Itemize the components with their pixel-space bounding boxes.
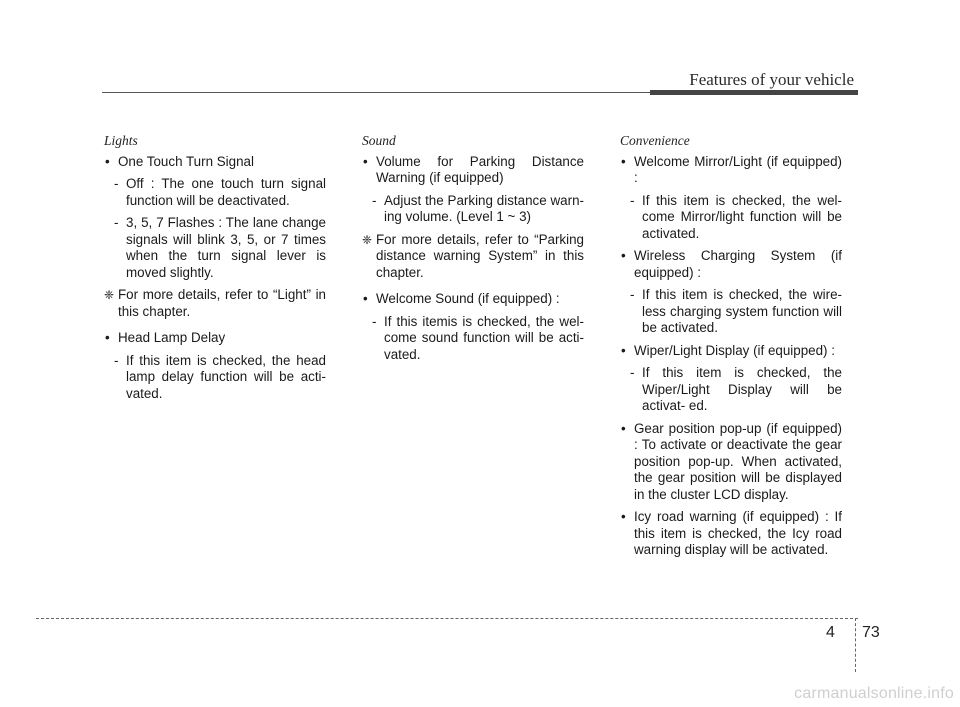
list-item: • Welcome Sound (if equipped) : [362, 291, 584, 308]
note-symbol-icon: ❈ [104, 288, 115, 302]
list-subitem: - If this item is checked, the wire- less charging system function will be activated. [620, 287, 842, 337]
list-item: • One Touch Turn Signal [104, 154, 326, 171]
page-number: 73 [862, 624, 880, 641]
section-title-convenience: Convenience [620, 133, 690, 148]
chapter-number: 4 [826, 624, 835, 641]
list-item: • Icy road warning (if equipped) : If this item is checked, the Icy road warning display will be activated. [620, 509, 842, 559]
list-item: • Gear position pop-up (if equipped) : To activate or deactivate the gear position pop-up. When activated, the gear position will be displayed in the cluster LCD display. [620, 421, 842, 504]
sound-column [362, 133, 584, 369]
note-text: For more details, refer to “Parking distance warning System” in this chapter. [376, 231, 584, 280]
list-subitem: - Adjust the Parking distance warn- ing volume. (Level 1 ~ 3) [362, 193, 584, 226]
list-subitem: - If this item is checked, the wel- come Mirror/light function will be activated. [620, 193, 842, 243]
lights-column [104, 133, 326, 408]
header-accent-bar [650, 90, 858, 95]
note [362, 232, 584, 282]
footer-rule [36, 618, 858, 619]
note-symbol-icon: ❈ [362, 232, 373, 247]
list-item: • Head Lamp Delay [104, 330, 326, 347]
list-item: • Welcome Mirror/Light (if equipped) : [620, 154, 842, 187]
list-item: • Volume for Parking Distance Warning (if equipped) [362, 154, 584, 187]
list-item: • Wireless Charging System (if equipped) : [620, 248, 842, 281]
list-subitem: - Off : The one touch turn signal function will be deactivated. [104, 176, 326, 209]
list-subitem: - If this item is checked, the Wiper/Light Display will be activat- ed. [620, 365, 842, 415]
list-subitem: - If this item is checked, the head lamp delay function will be acti- vated. [104, 353, 326, 403]
section-title-lights: Lights [104, 133, 138, 148]
section-title-sound: Sound [362, 133, 396, 148]
note-text: For more details, refer to “Light” in this chapter. [118, 287, 326, 319]
list-subitem: - 3, 5, 7 Flashes : The lane change signals will blink 3, 5, or 7 times when the turn signal lever is moved slightly. [104, 215, 326, 281]
convenience-column [620, 133, 842, 565]
watermark: carmanualsonline.info [794, 685, 954, 702]
page-header-title: Features of your vehicle [689, 70, 854, 89]
list-item: • Wiper/Light Display (if equipped) : [620, 343, 842, 360]
footer-divider [855, 618, 856, 672]
list-subitem: - If this itemis is checked, the wel- come sound function will be acti- vated. [362, 314, 584, 364]
note [104, 287, 326, 320]
